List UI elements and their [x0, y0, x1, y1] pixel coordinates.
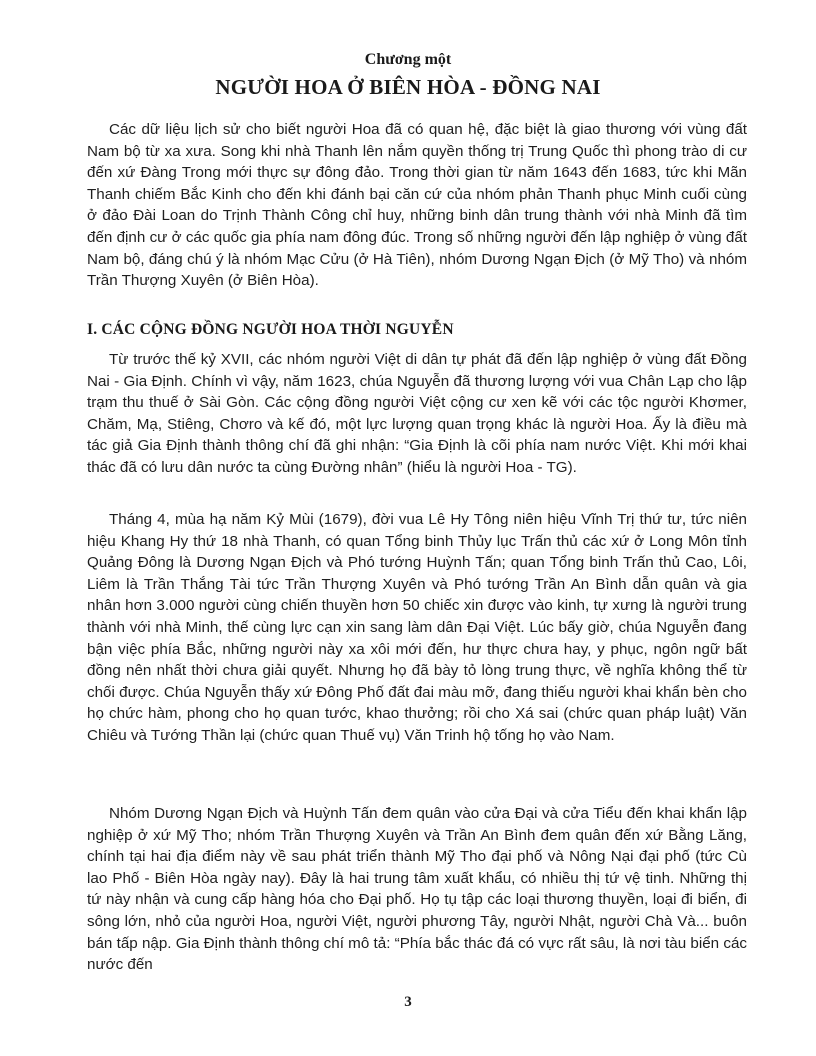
body-paragraph: Tháng 4, mùa hạ năm Kỷ Mùi (1679), đời vua Lê Hy Tông niên hiệu Vĩnh Trị thứ tư, tức niên hiệu Khang Hy thứ 18 nhà Thanh, có quan Tổng binh Thủy lục Trấn thủ các xứ ở Long Môn tỉnh Quảng Đông là Dương Ngạn Địch và Phó tướng Huỳnh Tấn; quan Tổng binh Trấn thủ Cao, Lôi, Liêm là Trần Thắng Tài tức Trần Thượng Xuyên và Phó tướng Trần An Bình dẫn quân và gia nhân hơn 3.000 người cùng chiến thuyền hơn 50 chiếc xin được vào kinh, tự xưng là người trung thành với nhà Minh, thế cùng lực cạn xin sang làm dân Đại Việt. Lúc bấy giờ, chúa Nguyễn đang bận việc phía Bắc, những người này xa xôi mới đến, hư thực chưa hay, y phục, ngôn ngữ bất đồng nên nhất thời chưa giải quyết. Nhưng họ đã bày tỏ lòng trung thực, về nghĩa không thể từ chối được. Chúa Nguyễn thấy xứ Đông Phố đất đai màu mỡ, đang thiếu người khai khẩn bèn cho họ chức hàm, phong cho họ quan tước, khao thưởng; rồi cho Xá sai (chức quan pháp luật) Văn Chiêu và Tướng Thần lại (chức quan Thuế vụ) Văn Trinh hộ tống họ vào Nam. [87, 511, 747, 744]
body-paragraph: Các dữ liệu lịch sử cho biết người Hoa đã có quan hệ, đặc biệt là giao thương với vùng đất Nam bộ từ xa xưa. Song khi nhà Thanh lên nắm quyền thống trị Trung Quốc thì phong trào di cư đến xứ Đàng Trong mới thực sự đông đảo. Trong thời gian từ năm 1643 đến 1683, tức khi Mãn Thanh chiếm Bắc Kinh cho đến khi đánh bại căn cứ của nhóm phản Thanh phục Minh cuối cùng ở đảo Đài Loan do Trịnh Thành Công chỉ huy, những binh dân trung thành với nhà Minh đã tìm đến định cư ở các quốc gia phía nam đông đúc. Trong số những người đến lập nghiệp ở vùng đất Nam bộ, đáng chú ý là nhóm Mạc Cửu (ở Hà Tiên), nhóm Dương Ngạn Địch (ở Mỹ Tho) và nhóm Trần Thượng Xuyên (ở Biên Hòa). [87, 121, 747, 290]
chapter-title: NGƯỜI HOA Ở BIÊN HÒA - ĐỒNG NAI [215, 75, 601, 99]
body-paragraph: Từ trước thế kỷ XVII, các nhóm người Việt di dân tự phát đã đến lập nghiệp ở vùng đất Đồng Nai - Gia Định. Chính vì vậy, năm 1623, chúa Nguyễn đã thương lượng với vua Chân Lạp cho lập trạm thu thuế ở Sài Gòn. Các cộng đồng người Việt cộng cư xen kẽ với các tộc người Khơmer, Chăm, Mạ, Stiêng, Chơro và kế đó, một lực lượng quan trọng khác là người Hoa. Ấy là điều mà tác giả Gia Định thành thông chí đã ghi nhận: “Gia Định là cõi phía nam nước Việt. Khi mới khai thác đã có lưu dân nước ta cùng Đường nhân” (hiểu là người Hoa - TG). [87, 351, 747, 476]
chapter-label: Chương một [364, 51, 452, 68]
body-paragraph: Nhóm Dương Ngạn Địch và Huỳnh Tấn đem quân vào cửa Đại và cửa Tiểu đến khai khẩn lập nghiệp ở xứ Mỹ Tho; nhóm Trần Thượng Xuyên và Trần An Bình đem quân đến xứ Bằng Lăng, chính tại hai địa điểm này về sau phát triển thành Mỹ Tho đại phố và Nông Nại đại phố (tức Cù lao Phố - Biên Hòa ngày nay). Đây là hai trung tâm xuất khẩu, có nhiều thị tứ vệ tinh. Những thị tứ này nhận và cung cấp hàng hóa cho Đại phố. Họ tụ tập các loại thương thuyền, loại đi biển, đi sông lớn, nhỏ của người Hoa, người Việt, người phương Tây, người Nhật, người Chà Và... buôn bán tấp nập. Gia Định thành thông chí mô tả: “Phía bắc thác đá có vực rất sâu, là nơi tàu biển các nước đến [87, 805, 747, 974]
section-heading: I. CÁC CỘNG ĐỒNG NGƯỜI HOA THỜI NGUYỄN [87, 321, 454, 338]
page-number: 3 [404, 994, 412, 1010]
